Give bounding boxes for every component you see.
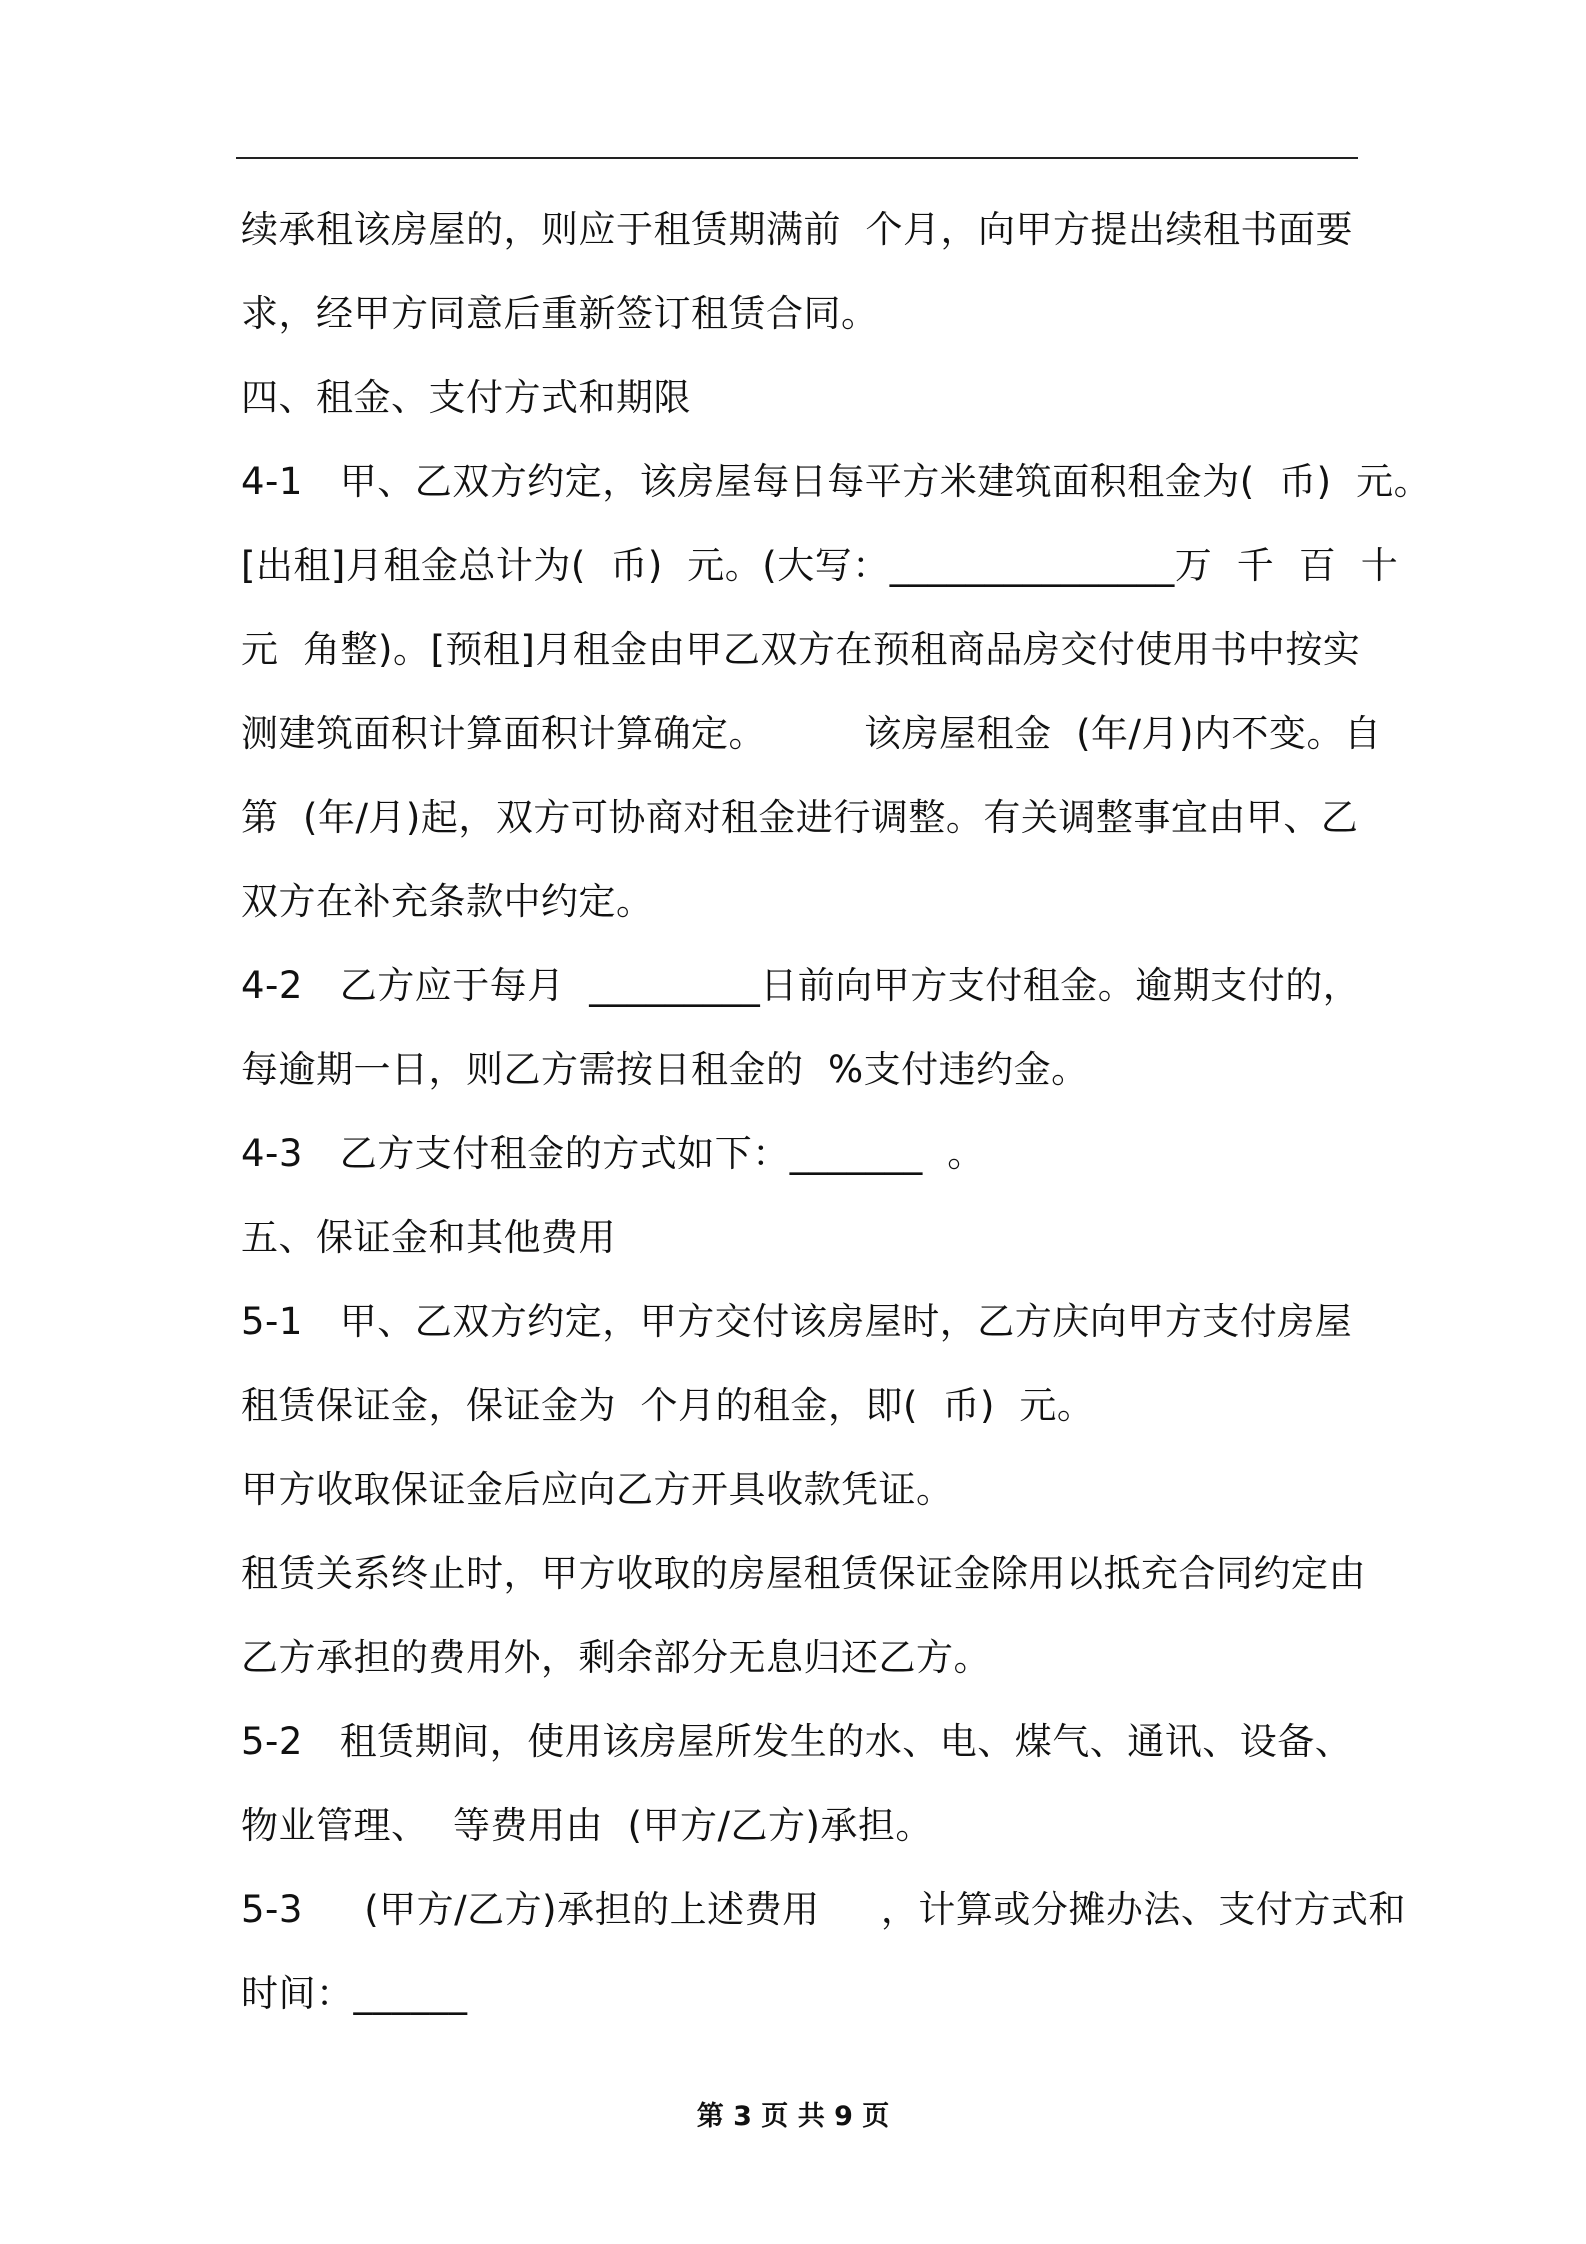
- clause-5-3: 5-3 (甲方/乙方)承担的上述费用 ，计算或分摊办法、支付方式和: [241, 1888, 1406, 1931]
- section-heading-deposit: 五、保证金和其他费用: [241, 1216, 616, 1259]
- document-body: [241, 188, 1432, 2036]
- text-line: 测建筑面积计算面积计算确定。 该房屋租金 (年/月)内不变。自: [241, 712, 1382, 755]
- clause-4-2: 4-2 乙方应于每月 _________日前向甲方支付租金。逾期支付的，: [241, 964, 1361, 1007]
- text-line: 租赁关系终止时，甲方收取的房屋租赁保证金除用以抵充合同约定由: [241, 1552, 1366, 1595]
- header-rule: [236, 157, 1358, 159]
- clause-4-1: 4-1 甲、乙双方约定，该房屋每日每平方米建筑面积租金为( 币) 元。: [241, 460, 1432, 503]
- text-line: 时间：______: [241, 1972, 468, 2015]
- text-line: 租赁保证金，保证金为 个月的租金，即( 币) 元。: [241, 1384, 1095, 1427]
- text-line: 乙方承担的费用外，剩余部分无息归还乙方。: [241, 1636, 991, 1679]
- text-line: [出租]月租金总计为( 币) 元。(大写：_______________万 千 百 十: [241, 544, 1399, 587]
- text-line: 双方在补充条款中约定。: [241, 880, 654, 923]
- text-line: 甲方收取保证金后应向乙方开具收款凭证。: [241, 1468, 954, 1511]
- clause-5-2: 5-2 租赁期间，使用该房屋所发生的水、电、煤气、通讯、设备、: [241, 1720, 1353, 1763]
- text-line: 元 角整)。[预租]月租金由甲乙双方在预租商品房交付使用书中按实: [241, 628, 1361, 671]
- text-line: 续承租该房屋的，则应于租赁期满前 个月，向甲方提出续租书面要: [241, 208, 1354, 251]
- section-heading-rent: 四、租金、支付方式和期限: [241, 376, 691, 419]
- page-number: 第 3 页 共 9 页: [696, 2101, 890, 2132]
- text-line: 第 (年/月)起，双方可协商对租金进行调整。有关调整事宜由甲、乙: [241, 796, 1359, 839]
- clause-4-3: 4-3 乙方支付租金的方式如下：_______ 。: [241, 1132, 985, 1175]
- text-line: 求，经甲方同意后重新签订租赁合同。: [241, 292, 879, 335]
- text-line: 物业管理、 等费用由 (甲方/乙方)承担。: [241, 1804, 933, 1847]
- clause-5-1: 5-1 甲、乙双方约定，甲方交付该房屋时，乙方庆向甲方支付房屋: [241, 1300, 1353, 1343]
- text-line: 每逾期一日，则乙方需按日租金的 %支付违约金。: [241, 1048, 1089, 1091]
